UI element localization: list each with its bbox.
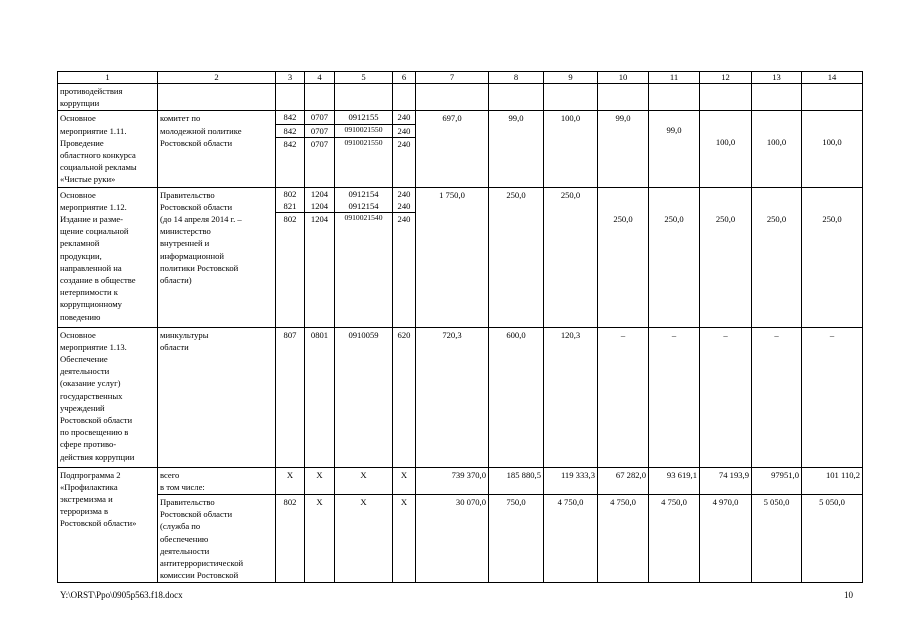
value-cell: 101 110,2 (802, 467, 863, 494)
header-cell: 3 (276, 72, 305, 84)
value-cell: 250,0 (489, 187, 544, 327)
value-cell: 750,0 (489, 495, 544, 583)
measure-name-cell: противодействия коррупции (58, 84, 158, 111)
value-cell: 739 370,0 (416, 467, 489, 494)
footer-file-path: Y:\ORST\Ppo\0905p563.f18.docx (60, 590, 183, 600)
value-cell: 4 750,0 (544, 495, 598, 583)
executor-cell: комитет по молодежной политике Ростовской области (158, 111, 276, 187)
value-cell: 99,0 (489, 111, 544, 187)
measure-name-cell: Основное мероприятие 1.12. Издание и разме- щение социальной рекламной продукции, направленной на создание в обществе нетерпимости к коррупционному поведению (58, 187, 158, 327)
header-cell: 12 (700, 72, 752, 84)
header-cell: 8 (489, 72, 544, 84)
value-cell: 99,0 (649, 111, 700, 187)
header-row (58, 72, 863, 84)
section-code-cell: Х (305, 467, 335, 494)
target-article-cell: 0910059 (335, 327, 393, 467)
table-row (58, 111, 863, 187)
executor-cell: минкультуры области (158, 327, 276, 467)
value-cell: – (802, 327, 863, 467)
value-cell: – (700, 327, 752, 467)
value-cell: – (649, 327, 700, 467)
table-row (58, 467, 863, 494)
value-cell: 250,0 (752, 187, 802, 327)
value-cell: – (598, 327, 649, 467)
value-cell: 4 750,0 (598, 495, 649, 583)
header-cell: 9 (544, 72, 598, 84)
value-cell: 30 070,0 (416, 495, 489, 583)
target-article-cell: Х (335, 495, 393, 583)
value-cell: 5 050,0 (752, 495, 802, 583)
expense-type-cell: 620 (393, 327, 416, 467)
table-row (58, 327, 863, 467)
value-cell: 100,0 (752, 111, 802, 187)
page-number: 10 (844, 590, 853, 600)
section-code-cell: 0707 0707 0707 (305, 111, 335, 187)
value-cell: 1 750,0 (416, 187, 489, 327)
value-cell: 119 333,3 (544, 467, 598, 494)
header-cell: 13 (752, 72, 802, 84)
target-article-cell: 0912155 0910021550 0910021550 (335, 111, 393, 187)
value-cell: 250,0 (544, 187, 598, 327)
grbs-cell: 842 842 842 (276, 111, 305, 187)
section-code-cell: 0801 (305, 327, 335, 467)
budget-table (57, 71, 863, 583)
table-row (58, 84, 863, 111)
value-cell: – (752, 327, 802, 467)
header-cell: 6 (393, 72, 416, 84)
expense-type-cell: Х (393, 467, 416, 494)
value-cell: 74 193,9 (700, 467, 752, 494)
header-cell: 2 (158, 72, 276, 84)
value-cell: 697,0 (416, 111, 489, 187)
value-cell: 100,0 (802, 111, 863, 187)
value-cell: 99,0 (598, 111, 649, 187)
section-code-cell: 1204 1204 1204 (305, 187, 335, 327)
value-cell: 67 282,0 (598, 467, 649, 494)
executor-cell: Правительство Ростовской области (служба по обеспечению деятельности антитеррористической комиссии Ростовской (158, 495, 276, 583)
value-cell: 250,0 (700, 187, 752, 327)
value-cell: 100,0 (544, 111, 598, 187)
expense-type-cell: Х (393, 495, 416, 583)
value-cell: 720,3 (416, 327, 489, 467)
target-article-cell: 0912154 0912154 0910021540 (335, 187, 393, 327)
value-cell: 4 750,0 (649, 495, 700, 583)
header-cell: 5 (335, 72, 393, 84)
header-cell: 11 (649, 72, 700, 84)
measure-name-cell: Основное мероприятие 1.13. Обеспечение деятельности (оказание услуг) государственных учреждений Ростовской области по просвещению в сфере противо- действия коррупции (58, 327, 158, 467)
grbs-cell: 802 821 802 (276, 187, 305, 327)
subprogram-name-cell: Подпрограмма 2 «Профилактика экстремизма и терроризма в Ростовской области» (58, 467, 158, 583)
executor-cell: всего в том числе: (158, 467, 276, 494)
expense-type-cell: 240 240 240 (393, 187, 416, 327)
header-cell: 1 (58, 72, 158, 84)
expense-type-cell: 240 240 240 (393, 111, 416, 187)
table-row (58, 495, 863, 583)
value-cell: 250,0 (649, 187, 700, 327)
value-cell: 93 619,1 (649, 467, 700, 494)
measure-name-cell: Основное мероприятие 1.11. Проведение областного конкурса социальной рекламы «Чистые руки» (58, 111, 158, 187)
section-code-cell: Х (305, 495, 335, 583)
grbs-cell: Х (276, 467, 305, 494)
value-cell: 120,3 (544, 327, 598, 467)
header-cell: 7 (416, 72, 489, 84)
grbs-cell: 807 (276, 327, 305, 467)
value-cell: 600,0 (489, 327, 544, 467)
value-cell: 250,0 (598, 187, 649, 327)
value-cell: 250,0 (802, 187, 863, 327)
header-cell: 14 (802, 72, 863, 84)
value-cell: 5 050,0 (802, 495, 863, 583)
header-cell: 10 (598, 72, 649, 84)
header-cell: 4 (305, 72, 335, 84)
value-cell: 185 880,5 (489, 467, 544, 494)
value-cell: 4 970,0 (700, 495, 752, 583)
value-cell: 97951,0 (752, 467, 802, 494)
table-row (58, 187, 863, 327)
executor-cell: Правительство Ростовской области (до 14 апреля 2014 г. – министерство внутренней и информационной политики Ростовской области) (158, 187, 276, 327)
target-article-cell: Х (335, 467, 393, 494)
grbs-cell: 802 (276, 495, 305, 583)
value-cell: 100,0 (700, 111, 752, 187)
